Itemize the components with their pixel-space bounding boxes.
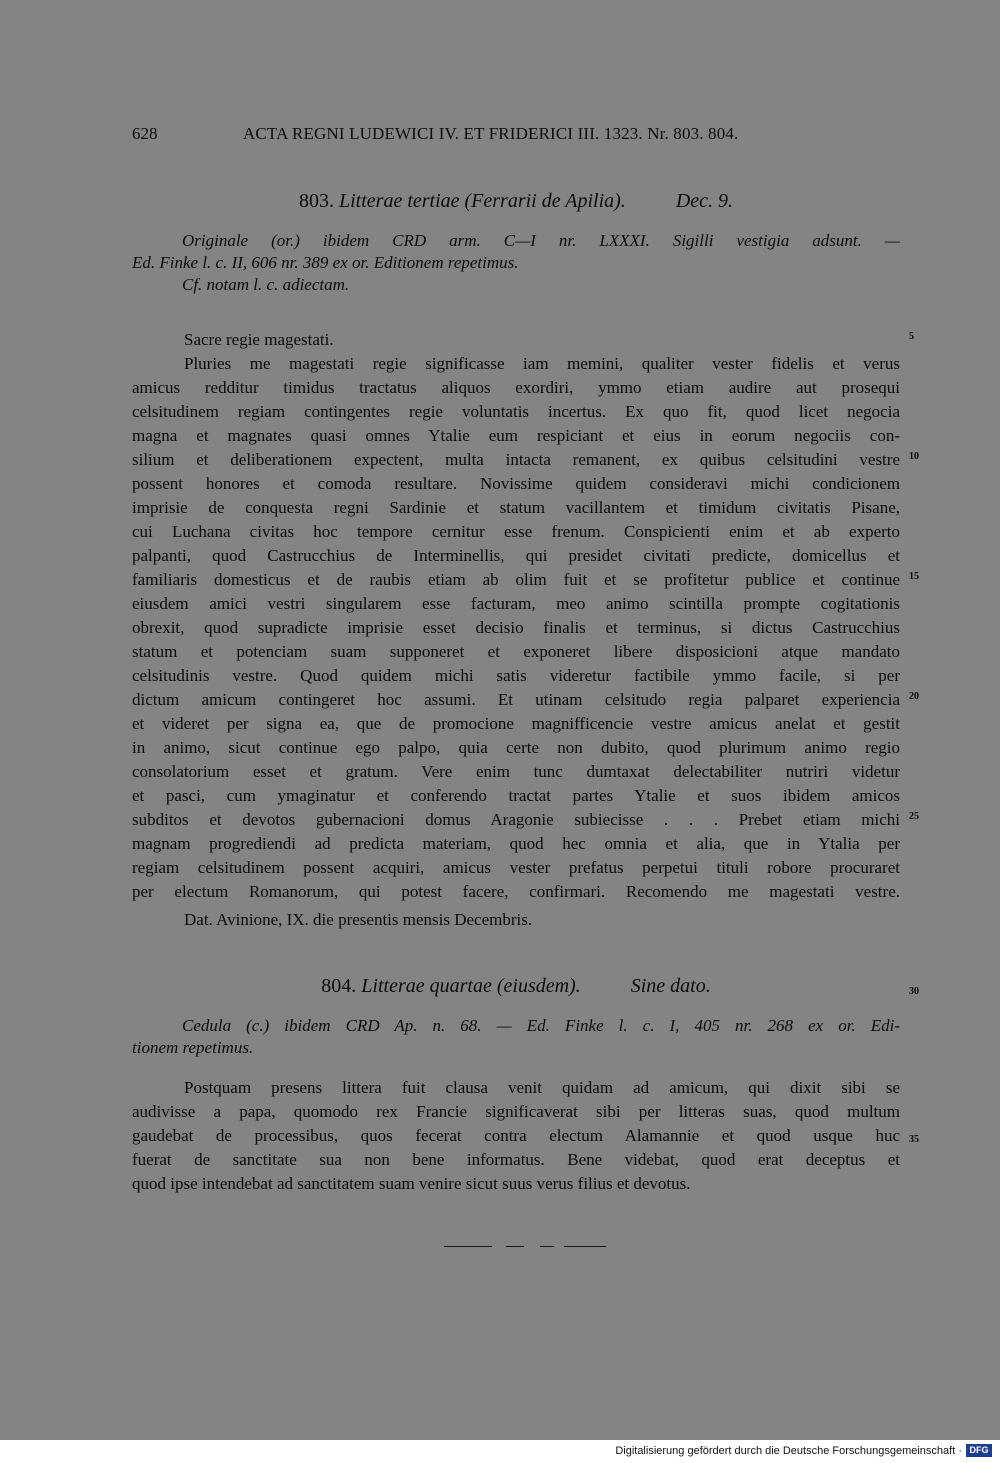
text-line: Sacre regie magestati.: [184, 330, 334, 349]
doc-803-heading: [132, 190, 900, 213]
doc-804-title: Litterae quartae (eiusdem).: [361, 975, 581, 997]
margin-line-number: 25: [909, 811, 919, 822]
dfg-logo-icon: DFG: [966, 1444, 992, 1457]
funding-credit: Digitalisierung gefördert durch die Deutsche Forschungsgemeinschaft ·: [615, 1445, 962, 1457]
text-line: cui Luchana civitas hoc tempore cernitur esse frenum. Conspicienti enim et ab experto: [132, 522, 900, 541]
text-line: possent honores et comoda resultare. Novissime quidem consideravi michi condicionem: [132, 474, 900, 493]
margin-line-number: 30: [909, 986, 919, 997]
doc-803-date: Dec. 9.: [675, 190, 734, 212]
text-line: eiusdem amici vestri singularem esse facturam, meo animo scintilla prompte cogitationis: [132, 594, 900, 613]
doc-804-rubric: [132, 1015, 900, 1059]
rubric-line: Cedula (c.) ibidem CRD Ap. n. 68. — Ed. Finke l. c. I, 405 nr. 268 ex or. Edi-: [182, 1016, 900, 1035]
margin-line-number: 5: [909, 331, 914, 342]
text-line: amicus redditur timidus tractatus aliquos exordiri, ymmo etiam audire aut prosequi: [132, 378, 900, 397]
rule-segment: [506, 1246, 524, 1247]
margin-line-number: 10: [909, 451, 919, 462]
text-line: gaudebat de processibus, quos fecerat contra electum Alamannie et quod usque huc: [132, 1126, 900, 1145]
text-line: statum et potenciam suam supponeret et exponeret libere disposicioni atque mandato: [132, 642, 900, 661]
rule-segment: [564, 1246, 606, 1247]
text-line: Pluries me magestati regie significasse iam memini, qualiter vester fidelis et verus: [184, 354, 900, 373]
rubric-line: tionem repetimus.: [132, 1038, 254, 1057]
text-line: fuerat de sanctitate sua non bene informatus. Bene videbat, quod erat deceptus et: [132, 1150, 900, 1169]
text-line: subditos et devotos gubernacioni domus Aragonie subiecisse . . . Prebet etiam michi: [132, 810, 900, 829]
text-line: celsitudinis vestre. Quod quidem michi satis videretur factibile ymmo facile, si per: [132, 666, 900, 685]
text-line: regiam celsitudinem possent acquiri, amicus vester prefatus perpetui tituli robore procuraret: [132, 858, 900, 877]
text-line: familiaris domesticus et de raubis etiam ab olim fuit et se profitetur publice et continue: [132, 570, 900, 589]
dating-line: Dat. Avinione, IX. die presentis mensis Decembris.: [184, 910, 533, 929]
text-line: imprisie de conquesta regni Sardinie et statum vacillantem et timidum civitatis Pisane,: [132, 498, 900, 517]
text-line: quod ipse intendebat ad sanctitatem suam venire sicut suus verus filius et devotus.: [132, 1174, 691, 1193]
margin-line-number: 15: [909, 571, 919, 582]
running-head: [0, 124, 1000, 148]
doc-804-number: 804.: [321, 975, 357, 997]
text-line: per electum Romanorum, qui potest facere, confirmari. Recomendo me magestati vestre.: [132, 882, 900, 901]
text-line: dictum amicum contingeret hoc assumi. Et utinam celsitudo regia palparet experiencia: [132, 690, 900, 709]
digitization-footer: [0, 1440, 1000, 1463]
page-number: 628: [132, 124, 158, 143]
text-line: consolatorium esset et gratum. Vere enim tunc dumtaxat delectabiliter nutriri videtur: [132, 762, 900, 781]
margin-line-number: 35: [909, 1134, 919, 1145]
running-head-title: ACTA REGNI LUDEWICI IV. ET FRIDERICI III. 1323. Nr. 803. 804.: [243, 124, 739, 143]
text-line: obrexit, quod supradicte imprisie esset decisio finalis et terminus, si dictus Castrucchius: [132, 618, 900, 637]
doc-803-rubric: [132, 230, 900, 296]
doc-803-text: [132, 328, 900, 932]
rubric-line: Cf. notam l. c. adiectam.: [182, 275, 350, 294]
text-line: audivisse a papa, quomodo rex Francie significaverat sibi per litteras suas, quod multum: [132, 1102, 900, 1121]
doc-804-text: [132, 1076, 900, 1196]
text-line: et pasci, cum ymaginatur et conferendo tractat partes Ytalie et suos ibidem amicos: [132, 786, 900, 805]
rule-segment: [540, 1246, 554, 1247]
text-line: palpanti, quod Castrucchius de Interminellis, qui presidet civitati predicte, domicellus et: [132, 546, 900, 565]
text-line: celsitudinem regiam contingentes regie voluntatis incertus. Ex quo fit, quod licet negocia: [132, 402, 900, 421]
text-line: silium et deliberationem expectent, multa intacta remanent, ex quibus celsitudini vestre: [132, 450, 900, 469]
doc-804-heading: [132, 975, 900, 998]
rule-segment: [444, 1246, 492, 1247]
doc-803-title: Litterae tertiae (Ferrarii de Apilia).: [338, 190, 626, 212]
rubric-line: Ed. Finke l. c. II, 606 nr. 389 ex or. Editionem repetimus.: [132, 253, 519, 272]
rubric-line: Originale (or.) ibidem CRD arm. C—I nr. LXXXI. Sigilli vestigia adsunt. —: [182, 231, 900, 250]
doc-804-date: Sine dato.: [630, 975, 711, 997]
text-line: in animo, sicut continue ego palpo, quia certe non dubito, quod plurimum animo regio: [132, 738, 900, 757]
text-line: magna et magnates quasi omnes Ytalie eum respiciant et eius in eorum negociis con-: [132, 426, 900, 445]
text-line: Postquam presens littera fuit clausa venit quidam ad amicum, qui dixit sibi se: [184, 1078, 900, 1097]
margin-line-number: 20: [909, 691, 919, 702]
text-line: magnam progrediendi ad predicta materiam, quod hec omnia et alia, que in Ytalia per: [132, 834, 900, 853]
doc-803-number: 803.: [298, 190, 334, 212]
text-line: et videret per signa ea, que de promocione magnifficencie vestre amicus anelat et gestit: [132, 714, 900, 733]
